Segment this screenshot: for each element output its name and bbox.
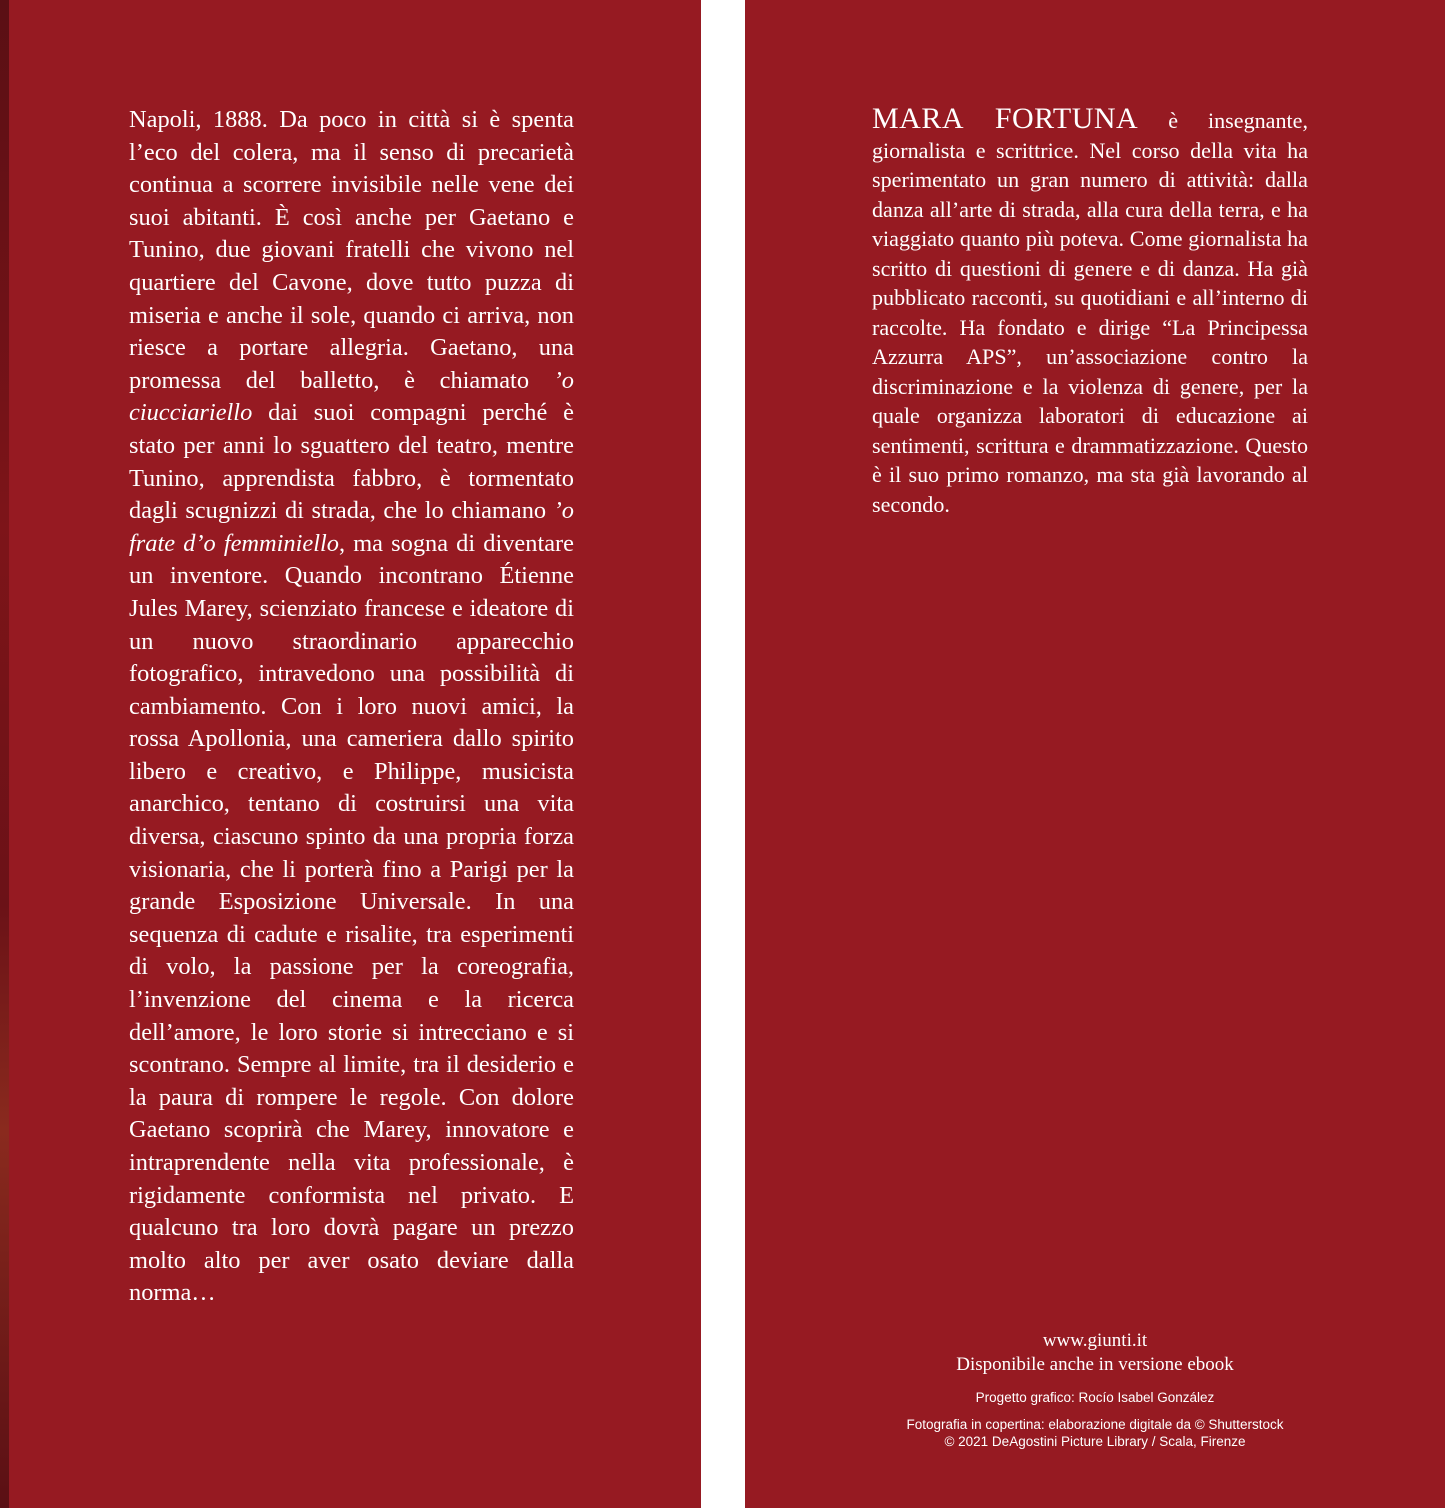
synopsis-part-2: dai suoi compagni perché è stato per anni lo sguattero del teatro, mentre Tunino, apprendista fabbro, è tormentato dagli scugnizzi di strada, che lo chiamano bbox=[129, 399, 574, 525]
photo-credit-line-1: Fotografia in copertina: elaborazione digitale da © Shutterstock bbox=[906, 1417, 1284, 1432]
cover-image-edge bbox=[0, 0, 9, 1508]
author-bio bbox=[872, 104, 1308, 519]
nickname-ciucciariello: ’o ciucciariello bbox=[129, 366, 574, 427]
author-name: MARA FORTUNA bbox=[872, 102, 1139, 135]
nickname-femminiello: ’o frate d’o femminiello bbox=[129, 497, 574, 557]
left-flap bbox=[0, 0, 701, 1508]
synopsis-part-1: Napoli, 1888. Da poco in città si è spenta l’eco del colera, ma il senso di precarietà continua a scorrere invisibile nelle vene dei suoi abitanti. È così anche per Gaetano e Tunino, due giovani fratelli che vivono nel quartiere del Cavone, dove tutto puzza di miseria e anche il sole, quando ci arriva, non riesce a portare allegria. Gaetano, una promessa del balletto, è chiamato bbox=[129, 106, 574, 394]
photo-credit-line-2: © 2021 DeAgostini Picture Library / Scala, Firenze bbox=[944, 1434, 1246, 1449]
author-bio-text: è insegnante, giornalista e scrittrice. Nel corso della vita ha sperimentato un gran numero di attività: dalla danza all’arte di strada, alla cura della terra, e ha viaggiato quanto più poteva. Come giornalista ha scritto di questioni di genere e di danza. Ha già pubblicato racconti, su quotidiani e all’interno di raccolte. Ha fondato e dirige “La Principessa Azzurra APS”, un’associazione contro la discriminazione e la violenza di genere, per la quale organizza laboratori di educazione ai sentimenti, scrittura e drammatizzazione. Questo è il suo primo romanzo, ma sta già lavorando al secondo. bbox=[872, 108, 1308, 517]
design-credit: Progetto grafico: Rocío Isabel González bbox=[975, 1390, 1215, 1405]
ebook-notice: Disponibile anche in versione ebook bbox=[956, 1354, 1234, 1375]
synopsis-text bbox=[129, 104, 574, 1310]
publisher-website: www.giunti.it bbox=[1042, 1330, 1148, 1351]
right-flap bbox=[745, 0, 1445, 1508]
synopsis-part-3: , ma sogna di diventare un inventore. Quando incontrano Étienne Jules Marey, scienziato francese e ideatore di un nuovo straordinario apparecchio fotografico, intravedono una possibilità di cambiamento. Con i loro nuovi amici, la rossa Apollonia, una cameriera dallo spirito libero e creativo, e Philippe, musicista anarchico, tentano di costruirsi una vita diversa, ciascuno spinto da una propria forza visionaria, che li porterà fino a Parigi per la grande Esposizione Universale. In una sequenza di cadute e risalite, tra esperimenti di volo, la passione per la coreografia, l’invenzione del cinema e la ricerca dell’amore, le loro storie si intrecciano e si scontrano. Sempre al limite, tra il desiderio e la paura di rompere le regole. Con dolore Gaetano scoprirà che Marey, innovatore e intraprendente nella vita professionale, è rigidamente conformista nel privato. E qualcuno tra loro dovrà pagare un prezzo molto alto per aver osato deviare dalla norma… bbox=[129, 529, 574, 1307]
